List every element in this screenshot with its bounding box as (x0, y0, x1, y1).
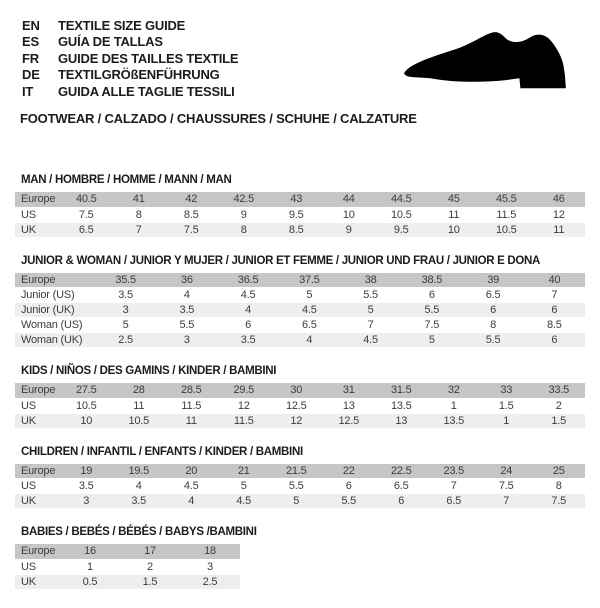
dress-shoe-silhouette (404, 32, 566, 88)
language-title: GUIDE DES TAILLES TEXTILE (58, 50, 239, 66)
size-cell: 11 (533, 222, 586, 237)
size-cell: 4.5 (218, 494, 271, 509)
size-section-title: BABIES / BEBÉS / BÉBÉS / BABYS /BAMBINI (21, 526, 257, 538)
size-table (15, 544, 240, 590)
size-cell: 28 (113, 383, 166, 398)
size-cell: 7.5 (533, 494, 586, 509)
size-cell: 24 (480, 464, 533, 479)
size-cell: 33 (480, 383, 533, 398)
size-cell: 1.5 (120, 574, 180, 589)
language-row (22, 50, 238, 67)
size-cell: 0.5 (60, 574, 120, 589)
size-cell: 20 (165, 464, 218, 479)
size-guide-section (15, 527, 585, 590)
size-cell: 11 (113, 398, 166, 413)
size-cell: 27.5 (60, 383, 113, 398)
size-cell: 4.5 (340, 333, 401, 348)
size-cell: 18 (180, 544, 240, 559)
size-cell: 13 (375, 413, 428, 428)
size-cell: 32 (428, 383, 481, 398)
size-cell: 11 (428, 207, 481, 222)
size-cell: 8 (533, 479, 586, 494)
size-cell: 5 (218, 479, 271, 494)
size-cell: 7 (340, 318, 401, 333)
size-cell: 9 (218, 207, 271, 222)
size-cell: 42.5 (218, 192, 271, 207)
size-cell: 21 (218, 464, 271, 479)
size-cell: 4.5 (218, 288, 279, 303)
size-cell: 45 (428, 192, 481, 207)
language-code: IT (22, 83, 34, 99)
size-cell: 12.5 (323, 413, 376, 428)
size-cell: 16 (60, 544, 120, 559)
size-cell: 12 (533, 207, 586, 222)
size-cell: 7 (113, 222, 166, 237)
size-cell: 37.5 (279, 273, 340, 288)
size-cell: 33.5 (533, 383, 586, 398)
size-cell: 7.5 (480, 479, 533, 494)
size-cell: 13 (323, 398, 376, 413)
row-label: US (15, 559, 60, 574)
size-section-title: MAN / HOMBRE / HOMME / MANN / MAN (21, 174, 232, 186)
size-cell: 4 (218, 303, 279, 318)
size-cell: 5.5 (323, 494, 376, 509)
size-cell: 22 (323, 464, 376, 479)
table-row (15, 479, 585, 494)
table-row (15, 559, 240, 574)
table-row (15, 303, 585, 318)
size-cell: 36.5 (218, 273, 279, 288)
size-cell: 4.5 (279, 303, 340, 318)
size-cell: 28.5 (165, 383, 218, 398)
size-section-title: CHILDREN / INFANTIL / ENFANTS / KINDER / BAMBINI (21, 445, 303, 458)
size-cell: 22.5 (375, 464, 428, 479)
table-header-row (15, 383, 585, 398)
size-cell: 6.5 (279, 318, 340, 333)
size-tables (15, 175, 585, 608)
table-row (15, 494, 585, 509)
row-label: Junior (UK) (15, 303, 95, 318)
size-cell: 23.5 (428, 464, 481, 479)
size-cell: 3 (180, 559, 240, 574)
language-title: GUÍA DE TALLAS (58, 34, 163, 50)
size-cell: 13.5 (375, 398, 428, 413)
size-table (15, 273, 585, 349)
size-cell: 2.5 (95, 333, 156, 348)
table-row (15, 318, 585, 333)
size-cell: 39 (463, 273, 524, 288)
row-label: UK (15, 494, 60, 509)
language-title: TEXTILE SIZE GUIDE (58, 17, 186, 33)
size-cell: 4 (165, 494, 218, 509)
table-header-row (15, 273, 585, 288)
size-cell: 6 (218, 318, 279, 333)
size-cell: 6 (323, 479, 376, 494)
table-row (15, 207, 585, 222)
size-cell: 1 (60, 559, 120, 574)
size-cell: 6 (401, 288, 462, 303)
size-cell: 11.5 (165, 398, 218, 413)
size-cell: 9 (323, 222, 376, 237)
size-cell: 5.5 (340, 288, 401, 303)
size-cell: 10 (323, 207, 376, 222)
language-list (22, 17, 238, 100)
size-cell: 11.5 (480, 207, 533, 222)
row-label: Europe (15, 544, 60, 559)
size-cell: 6 (524, 333, 585, 348)
size-cell: 40.5 (60, 192, 113, 207)
size-cell: 6.5 (60, 222, 113, 237)
size-cell: 31 (323, 383, 376, 398)
size-cell: 46 (533, 192, 586, 207)
size-cell: 5.5 (401, 303, 462, 318)
language-row (22, 34, 238, 51)
size-cell: 31.5 (375, 383, 428, 398)
language-code: DE (22, 67, 40, 83)
size-cell: 45.5 (480, 192, 533, 207)
table-header-row (15, 464, 585, 479)
dress-shoe-icon (401, 30, 573, 96)
size-table (15, 464, 585, 510)
size-cell: 10 (60, 413, 113, 428)
size-cell: 1 (428, 398, 481, 413)
size-cell: 11.5 (218, 413, 271, 428)
size-cell: 21.5 (270, 464, 323, 479)
table-row (15, 398, 585, 413)
size-cell: 8 (463, 318, 524, 333)
language-row (22, 17, 238, 34)
size-cell: 43 (270, 192, 323, 207)
size-cell: 3.5 (156, 303, 217, 318)
size-guide-section (15, 256, 585, 349)
size-cell: 17 (120, 544, 180, 559)
size-cell: 11 (165, 413, 218, 428)
size-cell: 5 (279, 288, 340, 303)
size-cell: 7 (480, 494, 533, 509)
size-cell: 41 (113, 192, 166, 207)
size-cell: 4 (156, 288, 217, 303)
size-cell: 7.5 (401, 318, 462, 333)
size-guide-section (15, 366, 585, 429)
size-cell: 2 (533, 398, 586, 413)
size-cell: 8 (218, 222, 271, 237)
size-cell: 6.5 (463, 288, 524, 303)
size-cell: 44 (323, 192, 376, 207)
size-table (15, 383, 585, 429)
size-cell: 2 (120, 559, 180, 574)
size-cell: 5 (401, 333, 462, 348)
size-cell: 12.5 (270, 398, 323, 413)
size-cell: 13.5 (428, 413, 481, 428)
size-cell: 3.5 (113, 494, 166, 509)
language-code: ES (22, 34, 39, 50)
size-cell: 5 (340, 303, 401, 318)
size-cell: 12 (270, 413, 323, 428)
size-cell: 44.5 (375, 192, 428, 207)
size-cell: 3 (60, 494, 113, 509)
size-cell: 8.5 (270, 222, 323, 237)
size-cell: 3.5 (95, 288, 156, 303)
row-label: Europe (15, 192, 60, 207)
table-row (15, 222, 585, 237)
table-header-row (15, 192, 585, 207)
size-cell: 6 (375, 494, 428, 509)
language-title: GUIDA ALLE TAGLIE TESSILI (58, 83, 235, 99)
size-cell: 6 (463, 303, 524, 318)
size-cell: 25 (533, 464, 586, 479)
size-cell: 29.5 (218, 383, 271, 398)
size-cell: 10.5 (60, 398, 113, 413)
size-cell: 35.5 (95, 273, 156, 288)
row-label: UK (15, 574, 60, 589)
size-cell: 5.5 (156, 318, 217, 333)
size-section-title: JUNIOR & WOMAN / JUNIOR Y MUJER / JUNIOR ET FEMME / JUNIOR UND FRAU / JUNIOR E DONA (21, 254, 541, 267)
size-cell: 9.5 (375, 222, 428, 237)
size-cell: 38 (340, 273, 401, 288)
size-cell: 8 (113, 207, 166, 222)
row-label: UK (15, 413, 60, 428)
size-cell: 5 (95, 318, 156, 333)
size-guide-section (15, 175, 585, 238)
size-cell: 30 (270, 383, 323, 398)
row-label: Europe (15, 383, 60, 398)
row-label: Europe (15, 464, 60, 479)
language-row (22, 67, 238, 84)
size-cell: 19.5 (113, 464, 166, 479)
size-cell: 7.5 (60, 207, 113, 222)
size-cell: 5.5 (270, 479, 323, 494)
category-line: FOOTWEAR / CALZADO / CHAUSSURES / SCHUHE / CALZATURE (20, 111, 417, 126)
row-label: Europe (15, 273, 95, 288)
size-cell: 6.5 (375, 479, 428, 494)
size-cell: 1.5 (480, 398, 533, 413)
size-cell: 42 (165, 192, 218, 207)
size-cell: 5 (270, 494, 323, 509)
size-cell: 4 (113, 479, 166, 494)
row-label: Woman (US) (15, 318, 95, 333)
size-cell: 10 (428, 222, 481, 237)
size-guide-section (15, 447, 585, 510)
table-row (15, 413, 585, 428)
size-cell: 10.5 (375, 207, 428, 222)
size-cell: 8.5 (524, 318, 585, 333)
size-cell: 4 (279, 333, 340, 348)
row-label: Junior (US) (15, 288, 95, 303)
size-cell: 3.5 (60, 479, 113, 494)
size-cell: 2.5 (180, 574, 240, 589)
language-code: FR (22, 50, 39, 66)
size-cell: 1 (480, 413, 533, 428)
size-cell: 7.5 (165, 222, 218, 237)
row-label: US (15, 398, 60, 413)
table-row (15, 288, 585, 303)
size-cell: 6 (524, 303, 585, 318)
size-cell: 7 (428, 479, 481, 494)
size-cell: 9.5 (270, 207, 323, 222)
size-cell: 38.5 (401, 273, 462, 288)
language-row (22, 83, 238, 100)
row-label: US (15, 207, 60, 222)
language-code: EN (22, 17, 40, 33)
size-cell: 36 (156, 273, 217, 288)
size-cell: 19 (60, 464, 113, 479)
size-cell: 40 (524, 273, 585, 288)
language-title: TEXTILGRÖßENFÜHRUNG (58, 67, 220, 83)
table-row (15, 333, 585, 348)
size-cell: 7 (524, 288, 585, 303)
size-cell: 10.5 (113, 413, 166, 428)
size-cell: 12 (218, 398, 271, 413)
size-cell: 3.5 (218, 333, 279, 348)
size-cell: 3 (156, 333, 217, 348)
size-cell: 10.5 (480, 222, 533, 237)
size-cell: 1.5 (533, 413, 586, 428)
size-cell: 5.5 (463, 333, 524, 348)
size-cell: 4.5 (165, 479, 218, 494)
size-section-title: KIDS / NIÑOS / DES GAMINS / KINDER / BAMBINI (21, 365, 277, 377)
table-row (15, 574, 240, 589)
size-cell: 3 (95, 303, 156, 318)
row-label: US (15, 479, 60, 494)
row-label: Woman (UK) (15, 333, 95, 348)
size-cell: 6.5 (428, 494, 481, 509)
table-header-row (15, 544, 240, 559)
row-label: UK (15, 222, 60, 237)
size-cell: 8.5 (165, 207, 218, 222)
size-table (15, 192, 585, 238)
